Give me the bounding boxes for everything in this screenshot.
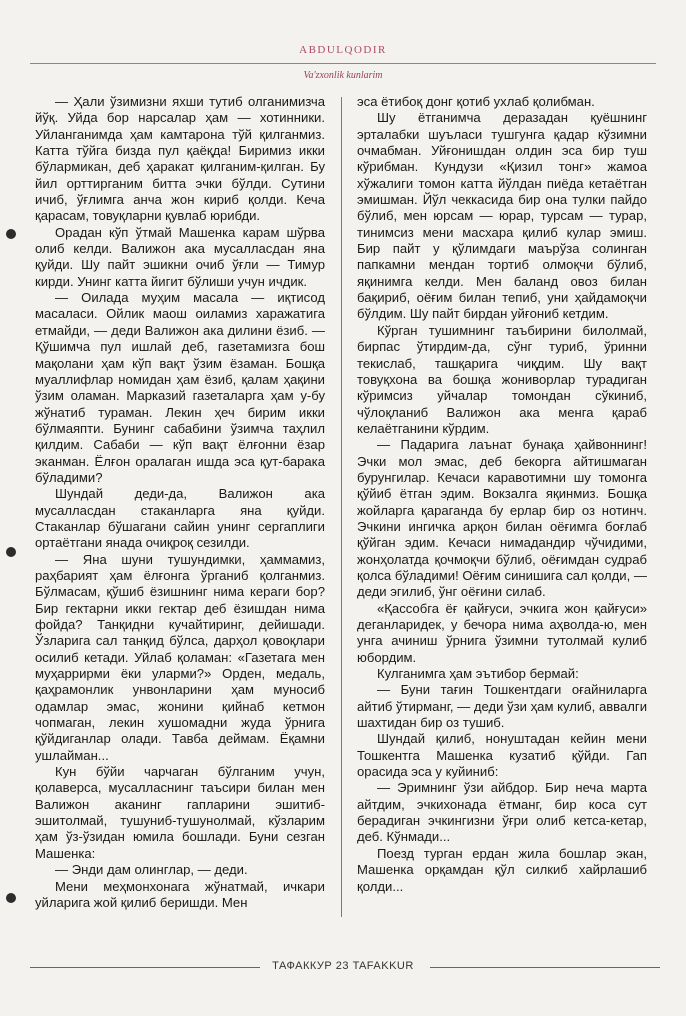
paragraph: Мени меҳмонхонага жўнатмай, ичкари уйларига жой қилиб беришди. Мен [35,878,325,910]
paragraph: — Яна шуни тушундимки, ҳаммамиз, раҳбарият ҳам ёлғонга ўрганиб қолганмиз. Бўлмасам, қўшиб ёзишнинг нима кераги бор? Бир гектарни икки гектар деб ёзишдан нима фойда? Танқидни кучайтиринг, дейишади. Ўзларига сал танқид бўлса, дарҳол қовоқлари осилиб кетади. Уйлаб қоламан: «Газетага мен муҳаррирми ёки уларми?» Орден, медаль, қаҳрамонлик унвонларини ҳам муносиб одамлар эмас, жонини қийнаб кетмон чопмаган, лекин хушомадни жуда ўрнига қўйдиганлар олади. Тавба деймам. Ёқамни ушлайман... [35,551,325,763]
paragraph: Шу ётганимча деразадан қуёшнинг эрталабки шуъласи тушгунга қадар кўзимни очмабман. Уйғонишдан олдин эса бир туш кўрибман. Кундузи «Қизил тонг» жамоа хўжалиги томон катта йўлдан пиёда кетаётган эмишман. Йўл чеккасида бир она тулки пайдо бўлиб, мен юрсам — юрар, турсам — турар, тинимсиз мени масхара қилиб кулар эмиш. Бир пайт у қўлимдаги маърўза солинган папкамни мендан тортиб олмоқчи бўлиб, яқинимга келди. Мен баланд овоз билан бақириб, оёғим билан тепиб, уни ҳайдамоқчи бўлдим. Шу пайт бирдан уйғониб кетдим. [357,110,647,322]
footer-rule-right [430,967,660,968]
paragraph: Поезд турган ердан жила бошлар экан, Машенка орқамдан қўл силкиб хайрлашиб қолди... [357,845,647,894]
paragraph: Кун бўйи чарчаган бўлганим учун, қолаверса, мусалласнинг таъсири билан мен Валижон аканинг гапларини эшитиб-эшитолмай, тушуниб-тушунолмай, кўзларим ҳам ўз-ўзидан юмила бошлади. Буни сезган Машенка: [35,764,325,861]
paragraph: — Оилада муҳим масала — иқтисод масаласи. Ойлик маош оиламиз харажатига етмайди, — деди Валижон ака дилини ёзиб. — Қўшимча пул ишлай деб, газетамизга бош мақолани ҳам кўп вақт ўзим ёзаман. Бошқа муаллифлар номидан ҳам ёзиб, қалам ҳақини ўзим оламан. Марказий газеталарга ҳам у-бу жўнатиб тураман. Лекин ҳеч бирим икки бўлмаяпти. Бунинг сабабини ўзимча таҳлил қилдим. Сабаби — кўп вақт ёлғонни ёзар эканман. Ёлғон оралаган ишда эса қут-барака бўладими? [35,290,325,485]
paragraph: Шундай қилиб, нонуштадан кейин мени Тошкентга Машенка кузатиб қўйди. Гап орасида эса у куйиниб: [357,731,647,780]
header-rule [30,63,656,64]
paragraph: — Энди дам олинглар, — деди. [55,862,248,878]
page-footer [0,958,686,978]
paragraph: — Буни тағин Тошкентдаги оғайниларга айтиб ўтирманг, — деди ўзи ҳам кулиб, аввалги шахтидан бир оз тушиб. [357,682,648,731]
binder-hole-icon [6,229,16,239]
text-column-right [357,94,647,895]
column-divider [341,97,342,917]
paragraph: Орадан кўп ўтмай Машенка карам шўрва олиб келди. Валижон ака мусалласдан яна қуйди. Шу пайт эшикни очиб ўғли — Тимур кирди. Унинг катта йигит бўлиши учун ичдик. [35,224,325,289]
text-column-left [35,94,325,911]
running-header-title: Va'zxonlik kunlarim [303,70,383,81]
paragraph: эса ётибоқ донг қотиб ухлаб қолибман. [357,94,595,109]
paragraph: — Эримнинг ўзи айбдор. Бир неча марта айтдим, эчкихонада ётманг, бир коса сут берадиган эчкингизни ўғри олиб кетса-кетар, деб. Кўнмади... [357,780,647,845]
binder-hole-icon [6,893,16,903]
footer-folio: ТАФАККУР 23 TAFAKKUR [272,960,414,972]
paragraph: — Падарига лаънат бунақа ҳайвоннинг! Эчки мол эмас, деб бекорга айтишмаган бурунгилар. Кечаси каравотимни шу томонга қўйиб ётган эдим. Вокзалга яқинмиз. Бошқа жойларга қараганда бу ерлар бир оз нотинч. Эчкини ингичка арқон билан оёғимга боғлаб қўйган эдим. Кечаси нимадандир чўчидими, жонҳолатда қочмоқчи бўлиб, оёғимдан судраб қолса бўладими! Оёғим синишига сал қолди, — деди эгилиб, ўнг оёғини силаб. [357,437,647,600]
paragraph: Кўрган тушимнинг таъбирини билолмай, бирпас ўтирдим-да, сўнг туриб, ўринни текислаб, ташқарига чиқдим. Шу вақт товуқхона ва бошқа жониворлар турадиган кўримсиз уйчалар томондан сўкиниб, чўлоқланиб Валижон ака менга қараб келаётганини кўрдим. [357,322,647,436]
running-header-author: ABDULQODIR [299,44,387,56]
paragraph: Кулганимга ҳам эътибор бермай: [377,666,579,682]
paragraph: «Қассобга ёғ қайғуси, эчкига жон қайғуси» деганларидек, у бечора нима аҳволда-ю, мен унга ачиниш ўрнига ўзимни тутолмай кулиб юбордим. [357,600,647,665]
binder-hole-icon [6,547,16,557]
paragraph: — Ҳали ўзимизни яхши тутиб олганимизча йўқ. Уйда бор нарсалар ҳам — хотинники. Уйланганимда ҳам камтарона тўй қилганмиз. Катта тўйга бизда пул қаёқда! Биримиз икки бўлармикан, деб ҳаракат қилганим-қилган. Бу йил орттирганим битта эчки бўлди. Сутини ичиб, ўғлимга анча жон кириб қолди. Кеча қарасам, товуқларни қувлаб юрибди. [35,94,325,224]
paragraph: Шундай деди-да, Валижон ака мусалласдан стаканларга яна қуйди. Стаканлар бўшагани сайин унинг сергаплиги ортаётгани янада очиқроқ сезилди. [35,486,325,551]
